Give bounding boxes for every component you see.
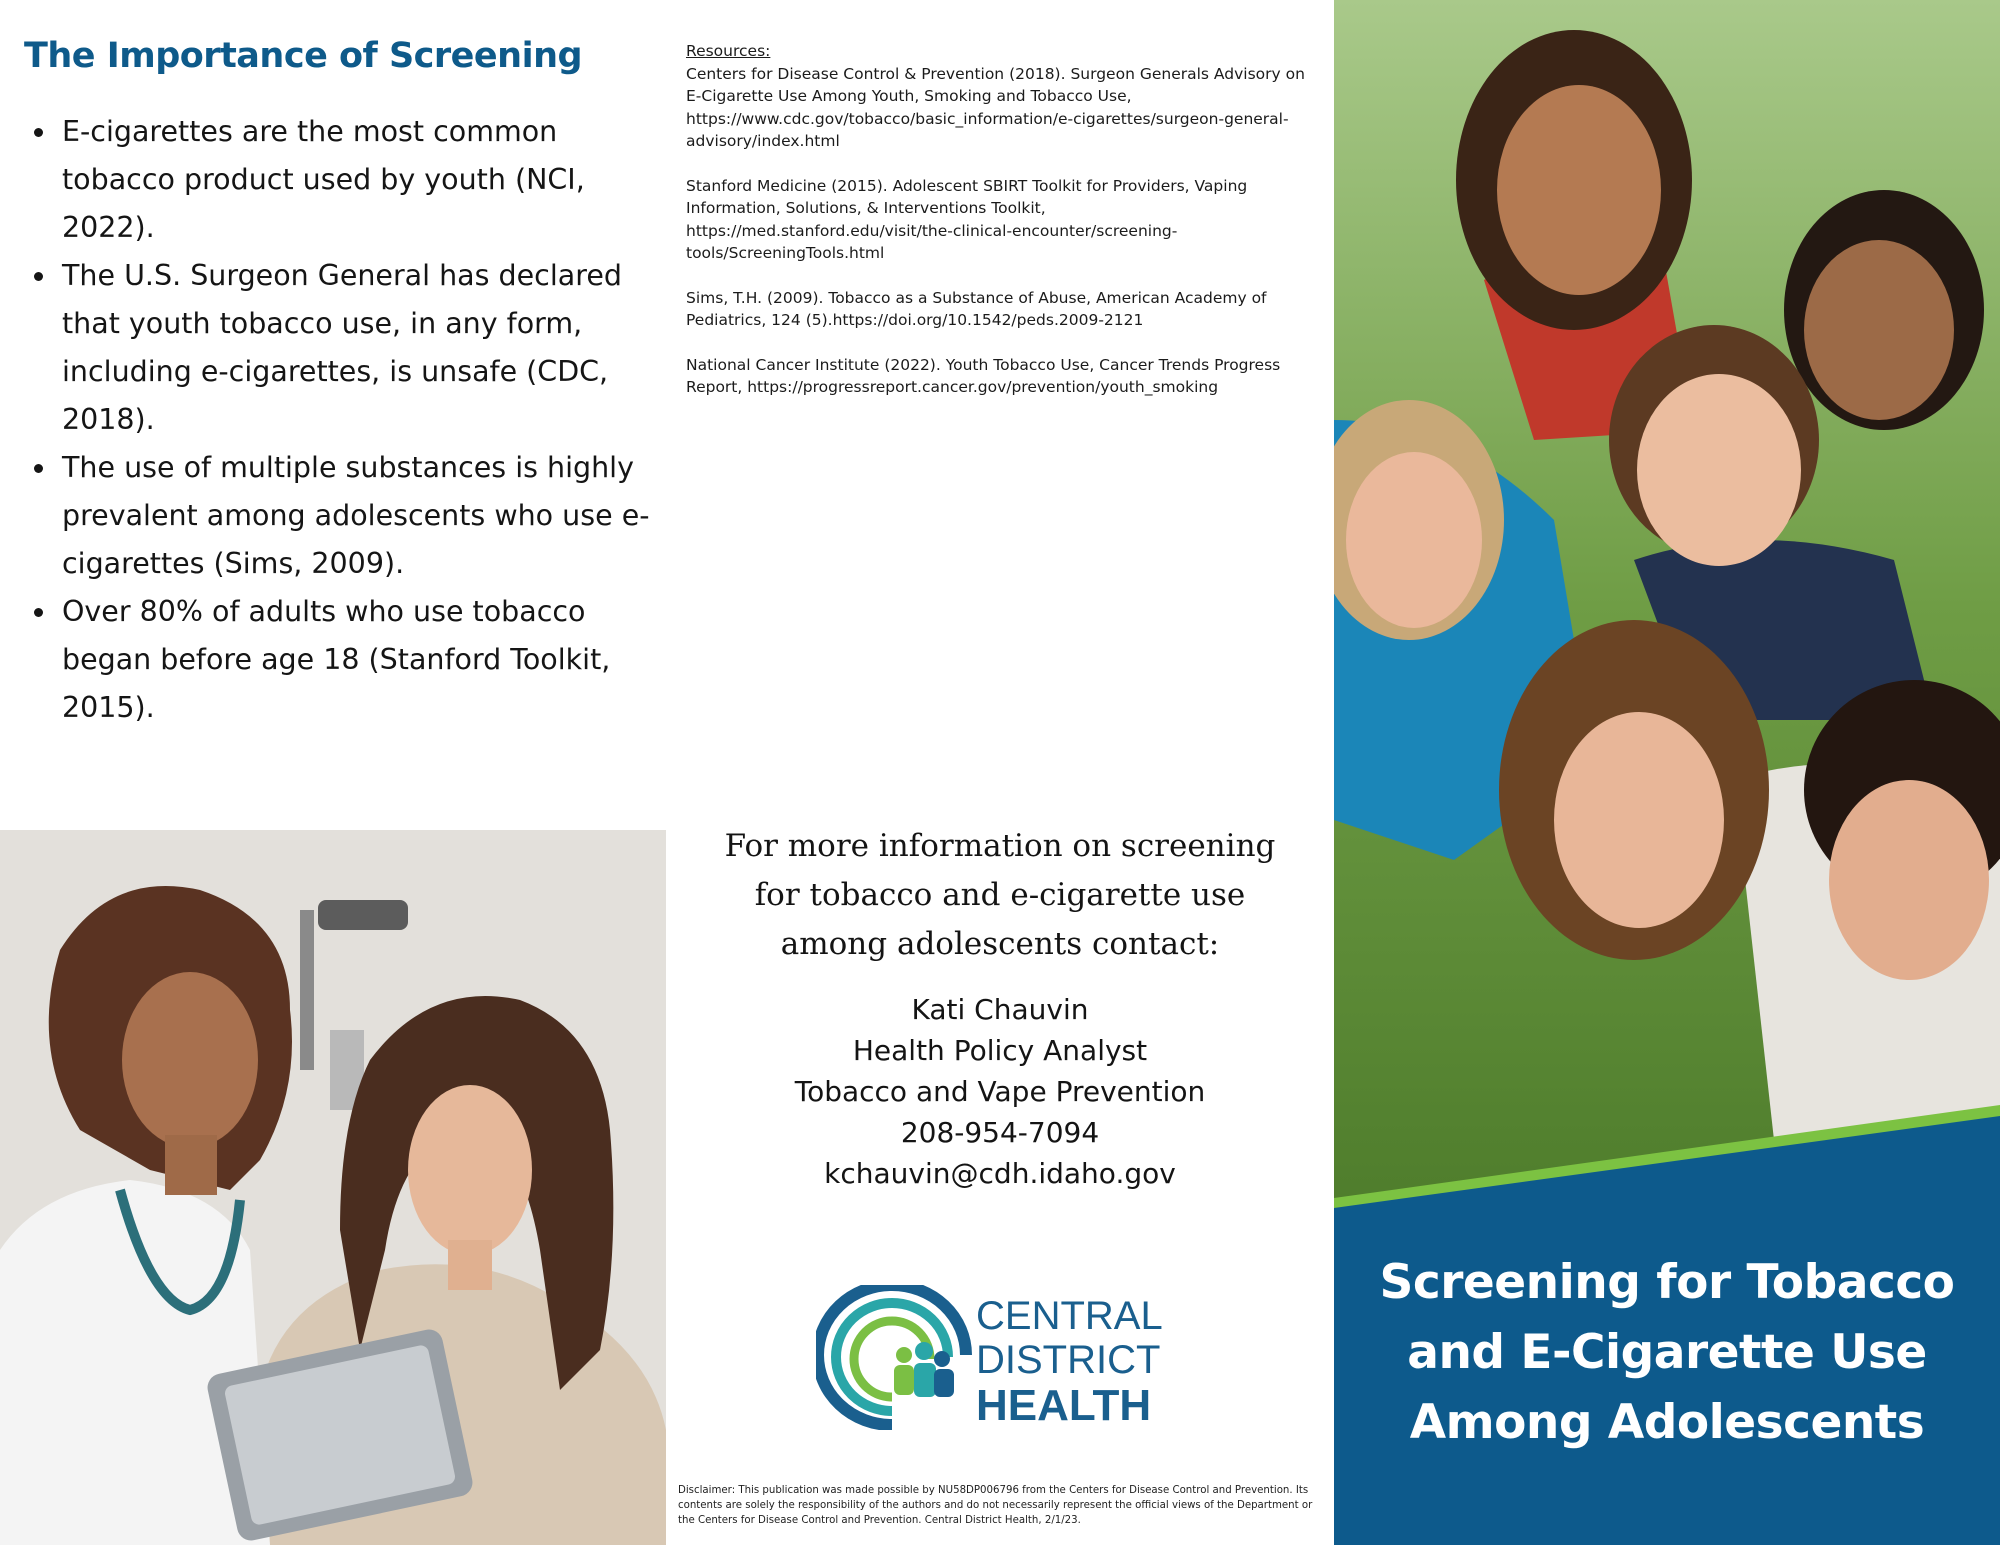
reference-item: Stanford Medicine (2015). Adolescent SBIRT Toolkit for Providers, Vaping Information, Solutions, & Interventions Toolkit, https://med.stanford.edu/visit/the-clinical-encounter/screening-tools/ScreeningTools.html — [686, 176, 1248, 262]
resources-heading: Resources: — [686, 42, 771, 60]
reference-item: National Cancer Institute (2022). Youth Tobacco Use, Cancer Trends Progress Report, https://progressreport.cancer.gov/prevention/youth_smoking — [686, 355, 1281, 396]
bullet-item: E-cigarettes are the most common tobacco product used by youth (NCI, 2022). — [62, 108, 662, 252]
logo-mark-icon — [818, 1285, 966, 1425]
contact-role: Health Policy Analyst — [852, 1034, 1148, 1067]
bullet-item: The U.S. Surgeon General has declared that youth tobacco use, in any form, including e-cigarettes, is unsafe (CDC, 2018). — [62, 252, 662, 444]
reference-item: Sims, T.H. (2009). Tobacco as a Substance of Abuse, American Academy of Pediatrics, 124 (5).https://doi.org/10.1542/peds.2009-2121 — [686, 288, 1267, 329]
contact-lead-text: For more information on screening for tobacco and e-cigarette use among adolescents contact: — [724, 828, 1276, 962]
contact-section — [666, 822, 1334, 1194]
bullet-item: The use of multiple substances is highly prevalent among adolescents who use e-cigarettes (Sims, 2009). — [62, 444, 662, 588]
contact-email: kchauvin@cdh.idaho.gov — [824, 1157, 1176, 1190]
doctor-patient-photo — [0, 830, 666, 1545]
middle-panel — [666, 0, 1334, 1545]
logo-line-health: HEALTH — [976, 1381, 1152, 1430]
reference-item: Centers for Disease Control & Prevention (2018). Surgeon Generals Advisory on E-Cigarette Use Among Youth, Smoking and Tobacco Use, https://www.cdc.gov/tobacco/basic_information/e-cigarettes/surgeon-general-advisory/index.html — [686, 64, 1305, 150]
cover-panel — [1334, 0, 2000, 1545]
importance-title: The Importance of Screening — [24, 36, 583, 76]
importance-bullet-list — [30, 108, 662, 732]
central-district-health-logo — [816, 1285, 1196, 1430]
contact-phone: 208-954-7094 — [900, 1116, 1100, 1149]
contact-program: Tobacco and Vape Prevention — [794, 1075, 1206, 1108]
bullet-item: Over 80% of adults who use tobacco began before age 18 (Stanford Toolkit, 2015). — [62, 588, 662, 732]
cover-title: Screening for Tobacco and E-Cigarette Use Among Adolescents — [1379, 1255, 1955, 1450]
logo-line-district: DISTRICT — [976, 1338, 1161, 1382]
resources-section — [686, 40, 1316, 421]
left-panel — [0, 0, 666, 1545]
contact-name: Kati Chauvin — [911, 993, 1089, 1026]
disclaimer-text: Disclaimer: This publication was made possible by NU58DP006796 from the Centers for Disease Control and Prevention. Its contents are solely the responsibility of the authors and do not necessarily represent the official views of the Department or the Centers for Disease Control and Prevention. Central District Health, 2/1/23. — [678, 1485, 1313, 1526]
logo-line-central: CENTRAL — [976, 1294, 1163, 1338]
